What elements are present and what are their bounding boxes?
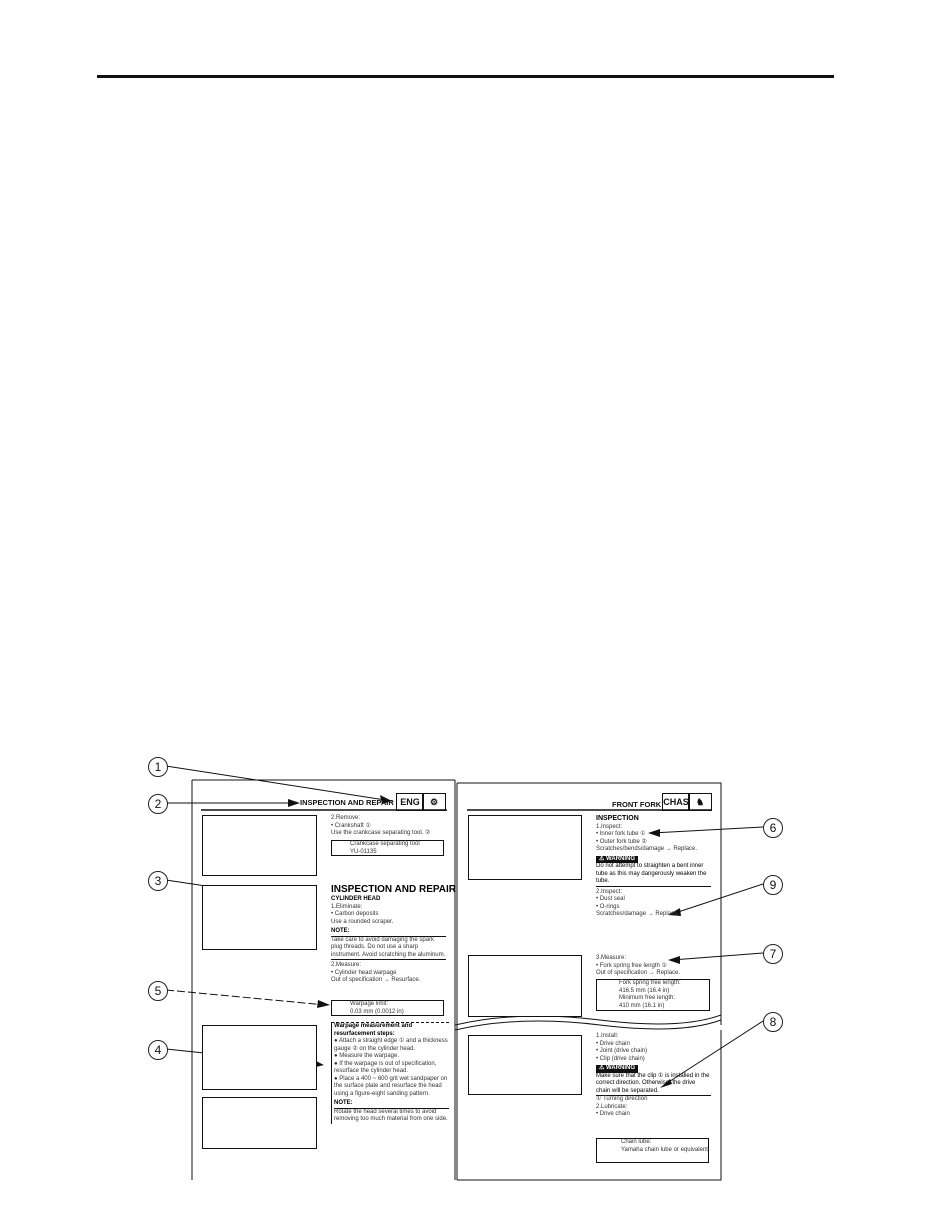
text-line: YU-01135: [350, 848, 377, 855]
warning-text: Do not attempt to straighten a bent inner tube as this may dangerously weaken the tube.: [596, 863, 711, 887]
text-line: 2.Measure:: [331, 962, 362, 968]
text-line: Scratches/bends/damage → Replace.: [596, 846, 698, 852]
drive-chain-illustration: [468, 1035, 582, 1095]
steps-title: Warpage measurement and resurfacement steps:: [334, 1023, 413, 1037]
callout-9: 9: [763, 875, 783, 895]
left-header: INSPECTION AND REPAIR: [300, 798, 394, 807]
note-text: Take care to avoid damaging the spark plug threads. Do not use a sharp instrument. Avoid scratching the aluminum.: [331, 937, 446, 961]
text-line: 2.Remove:: [331, 815, 361, 821]
text-line: • Drive chain: [596, 1111, 630, 1117]
callout-4: 4: [148, 1040, 168, 1060]
text-line: Warpage limit:: [350, 1001, 389, 1007]
warning-label: ⚠ WARNING: [596, 1065, 638, 1073]
text-line: Crankcase separating tool: [350, 841, 420, 847]
step: ● Place a 400 ~ 600 grit wet sandpaper on the surface plate and resurface the head using a figure-eight sanding pattern.: [334, 1075, 448, 1097]
note-label: NOTE:: [331, 928, 350, 934]
text-line: • Drive chain: [596, 1040, 630, 1047]
callout-1: 1: [148, 757, 168, 777]
text-line: Fork spring free length:: [619, 980, 681, 986]
text-line: 1.Eliminate:: [331, 903, 363, 910]
text-line: 3.Measure:: [596, 955, 627, 961]
spec-box: [596, 979, 710, 1011]
step: ● Attach a straight edge ① and a thickness gauge ② on the cylinder head.: [334, 1038, 448, 1052]
left-block1: [331, 815, 446, 838]
note-text: Rotate the head several times to avoid removing too much material from one side.: [334, 1108, 448, 1122]
subtitle: CYLINDER HEAD: [331, 896, 381, 902]
text-line: • Inner fork tube ①: [596, 831, 646, 837]
text-line: • Crankshaft ①: [331, 822, 371, 829]
text-line: 2.Inspect:: [596, 888, 623, 895]
warpage-limit-box: [331, 1000, 444, 1016]
text-line: Out of specification → Resurface.: [331, 977, 421, 983]
right-block3: [596, 955, 711, 978]
step: ● Measure the warpage.: [334, 1053, 399, 1059]
right-header: FRONT FORK: [612, 800, 662, 809]
warpage-steps: [331, 1022, 449, 1124]
right-title: INSPECTION: [596, 815, 639, 822]
text-line: Chain lube:: [621, 1139, 652, 1145]
engine-icon: ⚙: [422, 793, 446, 811]
step: ● If the warpage is out of specification, resurface the cylinder head.: [334, 1060, 437, 1074]
text-line: 416.5 mm (16.4 in): [619, 987, 670, 994]
crankshaft-illustration: [202, 815, 317, 876]
straight-edge-illustration: [202, 1025, 317, 1090]
text-line: ① Turning direction: [596, 1096, 648, 1102]
text-line: Scratches/damage → Replace.: [596, 911, 680, 917]
text-line: • Fork spring free length ①: [596, 962, 667, 969]
text-line: Use the crankcase separating tool. ②: [331, 830, 431, 836]
chas-tag: CHAS: [662, 793, 690, 811]
text-line: Minimum free length:: [619, 995, 676, 1001]
text-line: 1.Inspect:: [596, 823, 623, 830]
text-line: 0.03 mm (0.0012 in): [350, 1008, 404, 1015]
text-line: Out of specification → Replace.: [596, 970, 681, 976]
text-line: • Cylinder head warpage: [331, 969, 397, 976]
callout-8: 8: [763, 1012, 783, 1032]
callout-7: 7: [763, 944, 783, 964]
text-line: • Dust seal: [596, 896, 625, 902]
text-line: • Clip (drive chain): [596, 1055, 645, 1062]
cylinder-head-illustration: [202, 885, 317, 950]
text-line: • Outer fork tube ②: [596, 838, 647, 845]
text-line: • Joint (drive chain): [596, 1048, 648, 1054]
text-line: Yamaha chain lube or equivalent: [621, 1146, 708, 1153]
fork-tubes-illustration: [468, 815, 582, 880]
eng-tag: ENG: [396, 793, 424, 811]
right-block1: [596, 815, 711, 919]
left-block2: [331, 896, 446, 985]
motorcycle-icon: ♞: [688, 793, 712, 811]
sandpaper-illustration: [202, 1097, 317, 1149]
left-title: INSPECTION AND REPAIR: [331, 884, 457, 895]
callout-6: 6: [763, 818, 783, 838]
warning-label: ⚠ WARNING: [596, 856, 638, 864]
text-line: 1.Install:: [596, 1033, 619, 1039]
callout-5: 5: [148, 981, 168, 1001]
text-line: Use a rounded scraper.: [331, 918, 394, 925]
note-label: NOTE:: [334, 1100, 353, 1106]
lube-box: [596, 1138, 709, 1163]
text-line: • O-rings: [596, 903, 620, 910]
text-line: 410 mm (16.1 in): [619, 1002, 665, 1009]
callout-3: 3: [148, 871, 168, 891]
text-line: 2.Lubricate:: [596, 1103, 628, 1110]
callout-2: 2: [148, 794, 168, 814]
text-line: • Carbon deposits: [331, 911, 379, 917]
fork-spring-illustration: [468, 955, 582, 1017]
right-block4: [596, 1033, 711, 1119]
tool-box: [331, 840, 444, 856]
warning-text: Make sure that the clip ① is installed in the correct direction. Otherwise, the drive chain will be separated.: [596, 1073, 711, 1097]
